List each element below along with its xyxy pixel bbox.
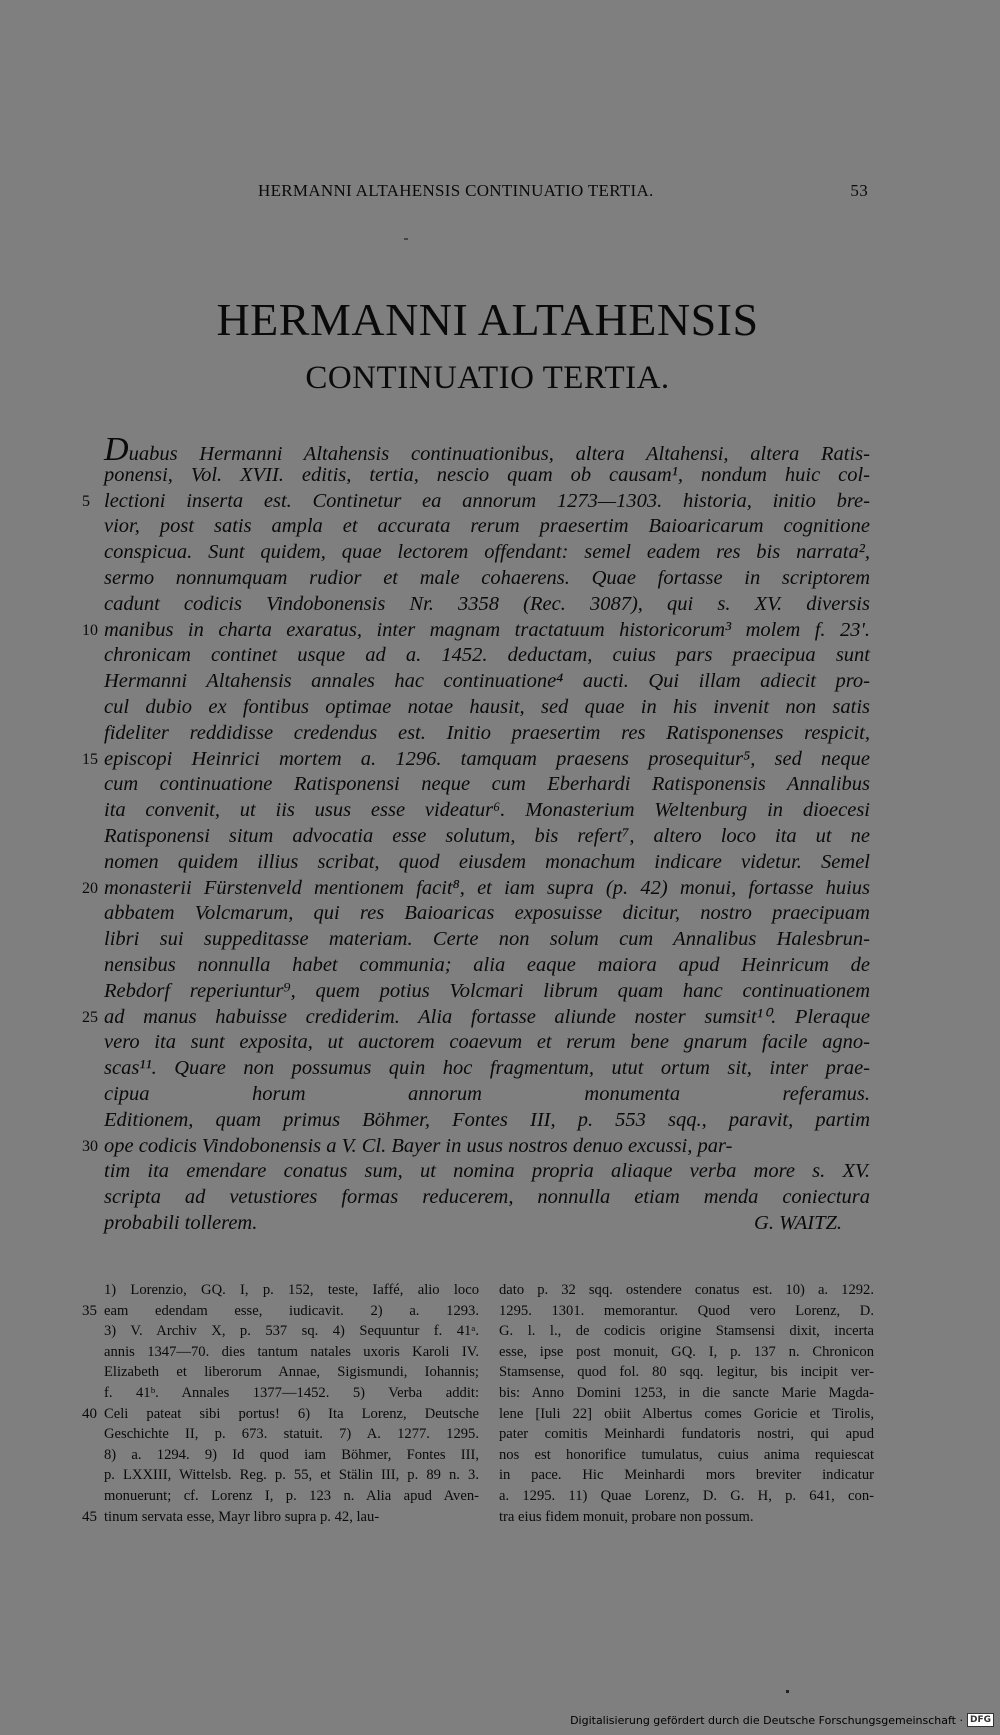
text-line	[104, 1082, 870, 1108]
text-line	[82, 876, 870, 902]
text-line	[104, 566, 870, 592]
footnote-line	[499, 1507, 874, 1528]
footnote-text: bis: Anno Domini 1253, in die sancte Marie Magda-	[499, 1384, 874, 1401]
footnote-line	[104, 1362, 479, 1383]
line-number: 5	[82, 492, 90, 510]
footnote-text: in pace. Hic Meinhardi mors breviter indicatur	[499, 1467, 874, 1484]
line-text: probabili tollerem.	[104, 1211, 258, 1234]
text-line	[104, 824, 870, 850]
text-line	[104, 1159, 870, 1185]
print-mark	[404, 238, 408, 240]
line-text: monasterii Fürstenveld mentionem facit⁸, et iam supra (p. 42) monui, fortasse huius	[104, 876, 870, 899]
line-text: nomen quidem illius scribat, quod eiusdem monachum indicare videtur. Semel	[104, 850, 870, 873]
footnote-line	[104, 1486, 479, 1507]
line-text: ad manus habuisse crediderim. Alia fortasse aliunde noster sumsit¹⁰. Pleraque	[104, 1005, 870, 1028]
text-line	[104, 772, 870, 798]
line-text: manibus in charta exaratus, inter magnam tractatuum historicorum³ molem f. 23'.	[104, 618, 870, 641]
main-title-line1: HERMANNI ALTAHENSIS	[216, 294, 759, 345]
text-line	[104, 798, 870, 824]
main-title-line2: CONTINUATIO TERTIA.	[305, 360, 670, 396]
running-title: HERMANNI ALTAHENSIS CONTINUATIO TERTIA.	[258, 181, 654, 200]
line-number: 25	[82, 1008, 98, 1026]
footnotes-left-column	[82, 1280, 479, 1527]
drop-capital: D	[104, 431, 129, 468]
footnotes-right-column	[499, 1280, 874, 1527]
text-line	[104, 540, 870, 566]
footnote-line	[499, 1404, 874, 1425]
footnote-line	[82, 1404, 479, 1425]
text-line	[104, 721, 870, 747]
footnote-line	[104, 1465, 479, 1486]
footnote-line	[82, 1301, 479, 1322]
text-line	[104, 850, 870, 876]
footnote-line	[104, 1321, 479, 1342]
line-text: libri sui suppeditasse materiam. Certe non solum cum Annalibus Halesbrun-	[104, 928, 870, 951]
text-line	[104, 1185, 870, 1211]
line-number: 45	[82, 1508, 97, 1525]
line-text: uabus Hermanni Altahensis continuationibus, altera Altahensi, altera Ratis-	[128, 443, 870, 465]
text-line	[104, 1211, 870, 1237]
line-text: episcopi Heinrici mortem a. 1296. tamquam praesens prosequitur⁵, sed neque	[104, 747, 870, 770]
page-number: 53	[850, 181, 868, 200]
footnote-line	[104, 1424, 479, 1445]
text-line	[104, 431, 870, 468]
footnote-line	[499, 1383, 874, 1404]
text-line	[104, 514, 870, 540]
signature: G. WAITZ.	[754, 1211, 842, 1234]
text-line	[104, 953, 870, 979]
line-text: ope codicis Vindobonensis a V. Cl. Bayer in usus nostros denuo excussi, par-	[104, 1134, 733, 1157]
text-line	[104, 901, 870, 927]
footnote-text: f. 41ᵇ. Annales 1377—1452. 5) Verba addit:	[104, 1384, 479, 1401]
line-text: abbatem Volcmarum, qui res Baioaricas exposuisse dicitur, nostro praecipuam	[104, 902, 870, 925]
footnotes	[82, 1280, 874, 1527]
line-number: 40	[82, 1405, 97, 1422]
line-number: 30	[82, 1137, 98, 1155]
text-line	[104, 463, 870, 489]
line-text: Hermanni Altahensis annales hac continuatione⁴ aucti. Qui illam adiecit pro-	[104, 670, 870, 693]
footnote-text: 3) V. Archiv X, p. 537 sq. 4) Sequuntur f. 41ᵃ.	[104, 1323, 479, 1340]
footnote-line	[499, 1342, 874, 1363]
footnote-text: p. LXXIII, Wittelsb. Reg. p. 55, et Stälin III, p. 89 n. 3.	[104, 1467, 479, 1484]
line-number: 35	[82, 1302, 97, 1319]
line-text: Ratisponensi situm advocatia esse solutum, bis refert⁷, altero loco ita ut ne	[104, 824, 870, 847]
footnote-text: eam edendam esse, iudicavit. 2) a. 1293.	[104, 1302, 479, 1319]
line-text: scripta ad vetustiores formas reducerem, nonnulla etiam menda coniectura	[104, 1186, 870, 1209]
line-text: vior, post satis ampla et accurata rerum praesertim Baioaricarum cognitione	[104, 515, 870, 538]
footnote-text: esse, ipse post monuit, GQ. I, p. 137 n. Chronicon	[499, 1343, 874, 1360]
footnote-text: tinum servata esse, Mayr libro supra p. 42, lau-	[104, 1508, 380, 1525]
text-line	[104, 669, 870, 695]
footnote-text: pater comitis Meinhardi fundatoris nostri, qui apud	[499, 1426, 874, 1443]
footnote-line	[104, 1445, 479, 1466]
footnote-text: Elizabeth et liberorum Annae, Sigismundi, Iohannis;	[104, 1364, 479, 1381]
text-line	[104, 927, 870, 953]
text-line	[104, 1030, 870, 1056]
text-line	[82, 1005, 870, 1031]
footnote-text: Celi pateat sibi portus! 6) Ita Lorenz, Deutsche	[104, 1405, 479, 1422]
footnote-text: nos est honorifice tumulatus, cuius anima requiescat	[499, 1446, 874, 1463]
text-line	[104, 1108, 870, 1134]
footnote-line	[499, 1445, 874, 1466]
text-line	[104, 979, 870, 1005]
running-header	[258, 181, 868, 201]
line-text: Editionem, quam primus Böhmer, Fontes III, p. 553 sqq., paravit, partim	[104, 1108, 870, 1131]
footnote-text: 1) Lorenzio, GQ. I, p. 152, teste, Iaffé, alio loco	[104, 1282, 479, 1298]
digitization-footer	[570, 1713, 994, 1727]
text-line	[104, 695, 870, 721]
line-text: ponensi, Vol. XVII. editis, tertia, nescio quam ob causam¹, nondum huic col-	[104, 463, 870, 486]
text-line	[82, 747, 870, 773]
footnote-text: monuerunt; cf. Lorenz I, p. 123 n. Alia apud Aven-	[104, 1487, 479, 1504]
print-mark	[786, 1690, 789, 1693]
footnote-line	[499, 1280, 874, 1301]
line-text: chronicam continet usque ad a. 1452. deductam, cuius pars praecipua sunt	[104, 644, 870, 667]
line-number: 15	[82, 750, 98, 768]
line-text: scas¹¹. Quare non possumus quin hoc fragmentum, utut ortum sit, inter prae-	[104, 1057, 870, 1080]
dfg-logo: DFG	[967, 1713, 994, 1727]
footnote-text: dato p. 32 sqq. ostendere conatus est. 10) a. 1292.	[499, 1282, 874, 1298]
line-text: fideliter reddidisse credendus est. Initio praesertim res Ratisponenses respicit,	[104, 721, 870, 744]
footnote-line	[104, 1342, 479, 1363]
line-text: sermo nonnumquam rudior et male cohaerens. Quae fortasse in scriptorem	[104, 566, 870, 589]
footnote-line	[104, 1383, 479, 1404]
line-text: cadunt codicis Vindobonensis Nr. 3358 (Rec. 3087), qui s. XV. diversis	[104, 592, 870, 615]
footnote-line	[104, 1280, 479, 1301]
footnote-text: lene [Iuli 22] obiit Albertus comes Goricie et Tirolis,	[499, 1405, 874, 1422]
line-number: 10	[82, 621, 98, 639]
line-text: conspicua. Sunt quidem, quae lectorem offendant: semel eadem res bis narrata²,	[104, 541, 870, 564]
footnote-text: G. l. l., de codicis origine Stamsensi dixit, incerta	[499, 1323, 874, 1340]
footnote-text: Geschichte II, p. 673. statuit. 7) A. 1277. 1295.	[104, 1426, 479, 1443]
text-line	[82, 1134, 870, 1160]
text-line	[104, 643, 870, 669]
line-text: tim ita emendare conatus sum, ut nomina propria aliaque verba more s. XV.	[104, 1160, 870, 1183]
footnote-line	[499, 1424, 874, 1445]
footnote-line	[499, 1321, 874, 1342]
footnote-text: 8) a. 1294. 9) Id quod iam Böhmer, Fontes III,	[104, 1446, 479, 1463]
intro-text	[82, 431, 870, 1237]
footnote-text: annis 1347—70. dies tantum natales uxoris Karoli IV.	[104, 1343, 479, 1360]
line-text: cum continuatione Ratisponensi neque cum Eberhardi Ratisponensis Annalibus	[104, 773, 870, 796]
line-text: vero ita sunt exposita, ut auctorem coaevum et rerum bene gnarum facile agno-	[104, 1031, 870, 1054]
footnote-line	[499, 1362, 874, 1383]
text-line	[82, 489, 870, 515]
line-text: Rebdorf reperiuntur⁹, quem potius Volcmari librum quam hanc continuationem	[104, 979, 870, 1002]
footnote-text: Stamsense, quod fol. 80 sqq. legitur, bis incipit ver-	[499, 1364, 874, 1381]
text-line	[82, 618, 870, 644]
text-line	[104, 592, 870, 618]
line-text: cipua horum annorum monumenta referamus.	[104, 1082, 870, 1105]
line-text: ita convenit, ut iis usus esse videatur⁶. Monasterium Weltenburg in dioecesi	[104, 799, 870, 822]
line-text: cul dubio ex fontibus optimae notae hausit, sed quae in his invenit non satis	[104, 695, 870, 718]
footnote-line	[499, 1301, 874, 1322]
line-text: lectioni inserta est. Continetur ea annorum 1273—1303. historia, initio bre-	[104, 489, 870, 512]
footnote-line	[499, 1486, 874, 1507]
footnote-text: 1295. 1301. memorantur. Quod vero Lorenz, D.	[499, 1302, 874, 1319]
line-text: nensibus nonnulla habet communia; alia eaque maiora apud Heinricum de	[104, 953, 870, 976]
footnote-text: tra eius fidem monuit, probare non possum.	[499, 1508, 754, 1525]
line-number: 20	[82, 879, 98, 897]
footnote-text: a. 1295. 11) Quae Lorenz, D. G. H, p. 641, con-	[499, 1487, 874, 1504]
footnote-line	[499, 1465, 874, 1486]
footer-credit: Digitalisierung gefördert durch die Deutsche Forschungsgemeinschaft ·	[570, 1713, 963, 1727]
text-line	[104, 1056, 870, 1082]
footnote-line	[82, 1507, 479, 1528]
